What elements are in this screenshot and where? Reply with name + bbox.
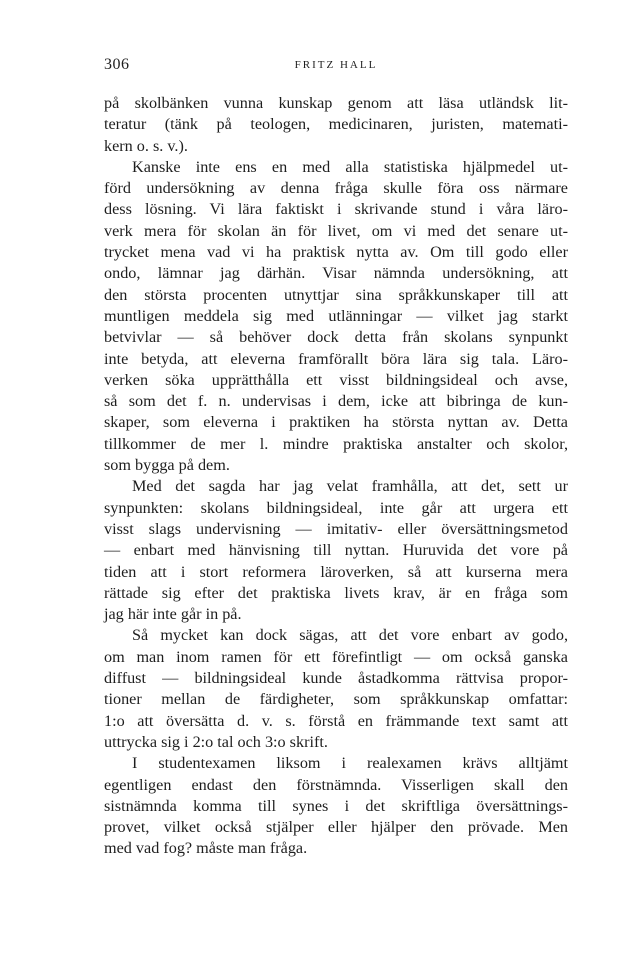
paragraph [104,157,568,476]
text-line: I studentexamen liksom i realexamen krävs alltjämt [132,754,568,773]
text-line: jag här inte går in på. [104,605,242,624]
text-line: muntligen meddela sig med utlänningar — vilket jag starkt [104,306,568,325]
text-line: trycket mena vad vi ha praktisk nytta av. Om till godo eller [104,243,568,262]
text-line: provet, vilket också stjälper eller hjälper den prövade. Men [104,818,568,837]
text-line: kern o. s. v.). [104,136,188,155]
running-head [104,56,568,80]
text-line: synpunkten: skolans bildningsideal, inte går att urgera ett [104,498,568,517]
text-line: rättade sig efter det praktiska livets krav, är en fråga som [104,583,568,602]
running-title: FRITZ HALL [294,59,378,71]
text-line: med vad fog? måste man fråga. [104,839,308,858]
paragraph [104,625,568,753]
text-line: egentligen endast den förstnämnda. Visserligen skall den [104,775,568,794]
text-line: visst slags undervisning — imitativ- eller översättningsmetod [104,519,568,538]
text-line: Med det sagda har jag velat framhålla, att det, sett ur [132,477,568,496]
text-line: så som det f. n. undervisas i dem, icke att bibringa de kun- [104,392,568,411]
text-line: förd undersökning av denna fråga skulle föra oss närmare [104,179,568,198]
text-line: som bygga på dem. [104,456,230,475]
text-line: skaper, som eleverna i praktiken ha största nyttan av. Detta [104,413,568,432]
text-line: diffust — bildningsideal kunde åstadkomma rättvisa propor- [104,669,568,688]
text-line: verken söka upprätthålla ett visst bildningsideal och avse, [104,370,568,389]
text-line: tiden att i stort reformera läroverken, så att kurserna mera [104,562,568,581]
text-line: om man inom ramen för ett förefintligt — om också ganska [104,647,568,666]
text-line: sistnämnda komma till synes i det skriftliga översättnings- [104,796,568,815]
text-line: teratur (tänk på teologen, medicinaren, juristen, matemati- [104,115,568,134]
text-line: betvivlar — så behöver dock detta från skolans synpunkt [104,328,568,347]
text-line: inte betyda, att eleverna framförallt böra lära sig tala. Läro- [104,349,568,368]
paragraph [104,753,568,859]
text-line: på skolbänken vunna kunskap genom att läsa utländsk lit- [104,94,568,112]
paragraph [104,476,568,625]
text-line: Så mycket kan dock sägas, att det vore enbart av godo, [132,626,568,645]
text-line: tillkommer de mer l. mindre praktiska anstalter och skolor, [104,434,568,453]
text-line: — enbart med hänvisning till nyttan. Huruvida det vore på [104,541,568,560]
text-line: tioner mellan de färdigheter, som språkkunskap omfattar: [104,690,568,709]
paragraph [104,93,568,157]
page-number: 306 [104,56,130,73]
text-line: Kanske inte ens en med alla statistiska hjälpmedel ut- [132,157,568,176]
text-line: ondo, lämnar jag därhän. Visar nämnda undersökning, att [104,264,568,283]
text-line: verk mera för skolan än för livet, om vi med det senare ut- [104,221,568,240]
text-line: dess lösning. Vi lära faktiskt i skrivande stund i våra läro- [104,200,568,219]
text-line: den största procenten utnyttjar sina språkkunskaper till att [104,285,568,304]
body-text [104,93,568,860]
text-line: 1:o att översätta d. v. s. förstå en främmande text samt att [104,711,568,730]
text-line: uttrycka sig i 2:o tal och 3:o skrift. [104,732,328,751]
